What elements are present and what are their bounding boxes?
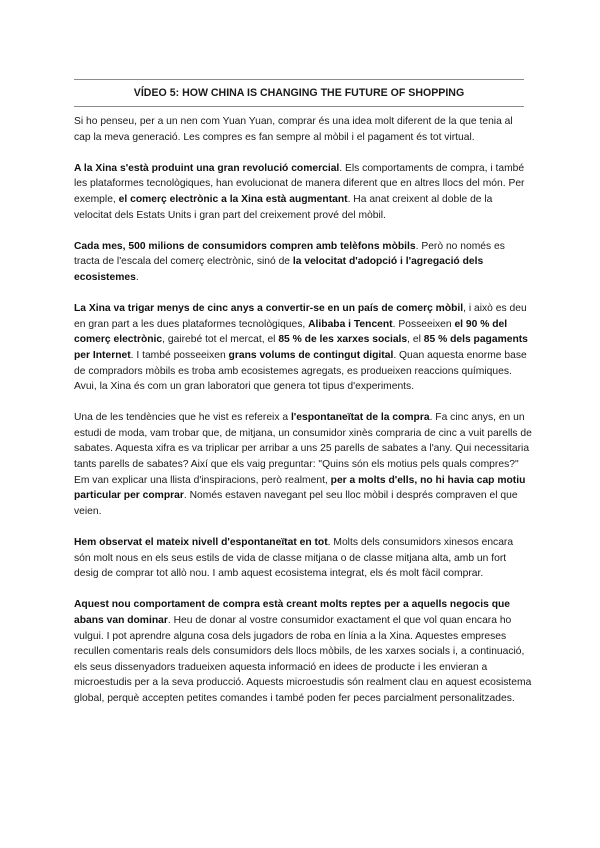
paragraph-text: , gairebé tot el mercat, el — [162, 334, 279, 346]
bold-phrase: 85 % dels pagaments per Internet — [74, 334, 528, 361]
paragraph-text: . Posseeixen — [392, 318, 455, 330]
paragraph-text: . Ha anat creixent al doble de la velocitat dels Estats Units i gran part del creixement prové del mòbil. — [74, 193, 493, 221]
paragraph-text: Una de les tendències que he vist es refereix a — [74, 412, 291, 424]
paragraph-text: . Molts dels consumidors xinesos encara són molt nous en els seus estils de vida de classe mitjana o de classe mitjana alta, amb un fort desig de comprar tot allò nou. I amb aquest ecosistema integrat, els és molt fàcil comprar. — [74, 537, 514, 580]
paragraph-plataformes — [74, 301, 532, 379]
bold-phrase: Aquest nou comportament de compra està creant molts reptes per a aquells negocis que abans van dominar — [74, 599, 511, 626]
bold-phrase: A la Xina s'està produint una gran revolució comercial — [74, 162, 340, 174]
paragraph-text: . Fa cinc anys, en un estudi de moda, vam trobar que, de mitjana, un consumidor xinès compraria de cinc a vuit parells de sabates. Aquesta xifra es va triplicar per arribar a uns 25 parells de sabates a l'any. Qui necessitaria tants parells de sabates? Així que els vaig preguntar: "Quins són els motius pels quals compres?" Em van explicar una llista d'inspiracions, però realment, — [74, 412, 532, 486]
intro-paragraph: Si ho penseu, per a un nen com Yuan Yuan, comprar és una idea molt diferent de la que tenia al cap la meva generació. Les compres es fan sempre al mòbil i el pagament és tot virtual. — [74, 116, 513, 143]
paragraph-text: . — [135, 271, 139, 283]
paragraph-text: . Només estaven navegant pel seu lloc mòbil i després compraven el que veien. — [74, 490, 518, 517]
paragraph-revolucio — [74, 161, 532, 223]
bold-phrase: La Xina va trigar menys de cinc anys a convertir-se en un país de comerç mòbil — [74, 303, 464, 315]
paragraph-text: . Heu de donar al vostre consumidor exactament el que vol quan encara ho vulgui. I pot aprendre alguna cosa dels jugadors de roba en línia a la Xina. Aquestes empreses recullen comentaris reals dels consumidors dels llocs mòbils, de les xarxes socials i, a continuació, els seus dissenyadors tradueixen aquesta informació en idees de producte i les envieran a microestudis per a la seva producció. Aquests microestudis són realment clau en aquest ecosistema global, perquè accepten petites comandes i també poden fer peces parcialment personalitzades. — [74, 615, 532, 704]
bold-phrase: l'espontaneïtat de la compra — [290, 412, 430, 424]
bold-phrase: el 90 % del comerç electrònic — [74, 318, 508, 346]
paragraph-laboratori: Avui, la Xina és com un gran laboratori que genera tot tipus d'experiments. — [74, 381, 415, 393]
bold-phrase: el comerç electrònic a la Xina està augmentant — [118, 193, 348, 205]
bold-phrase: Alibaba i Tencent — [308, 318, 393, 330]
title-top-rule — [74, 79, 524, 80]
bold-phrase: Cada mes, 500 milions de consumidors compren amb telèfons mòbils — [74, 240, 416, 252]
paragraph-reptes — [74, 597, 532, 706]
paragraph-nivell — [74, 535, 532, 582]
paragraph-text: . Els comportaments de compra, i també les plataformes tecnològiques, han evolucionat de manera diferent que en altres llocs del món. Per exemple, — [74, 162, 525, 205]
paragraph-consumidors — [74, 239, 532, 286]
paragraph-text: . I també posseeixen — [130, 349, 229, 361]
paragraph-text: . Quan aquesta enorme base de compradors mòbils es troba amb ecosistemes agregats, es produeixen reaccions químiques. — [74, 349, 527, 377]
bold-phrase: 85 % de les xarxes socials — [278, 334, 408, 346]
paragraph-text: , el — [407, 334, 424, 346]
bold-phrase: grans volums de contingut digital — [228, 349, 394, 361]
title-bottom-rule — [74, 106, 524, 107]
bold-phrase: la velocitat d'adopció i l'agregació dels ecosistemes — [74, 256, 484, 283]
paragraph-text: , i això es deu en gran part a les dues plataformes tecnològiques, — [74, 303, 527, 330]
document-body — [74, 114, 532, 722]
paragraph-espontaneitat — [74, 410, 532, 519]
bold-phrase: Hem observat el mateix nivell d'espontaneïtat en tot — [74, 537, 328, 549]
page-title: VÍDEO 5: HOW CHINA IS CHANGING THE FUTURE OF SHOPPING — [133, 87, 465, 99]
paragraph-text: . Però no només es tracta de l'escala del comerç electrònic, sinó de — [74, 240, 505, 268]
bold-phrase: per a molts d'ells, no hi havia cap motiu particular per comprar — [74, 474, 526, 502]
